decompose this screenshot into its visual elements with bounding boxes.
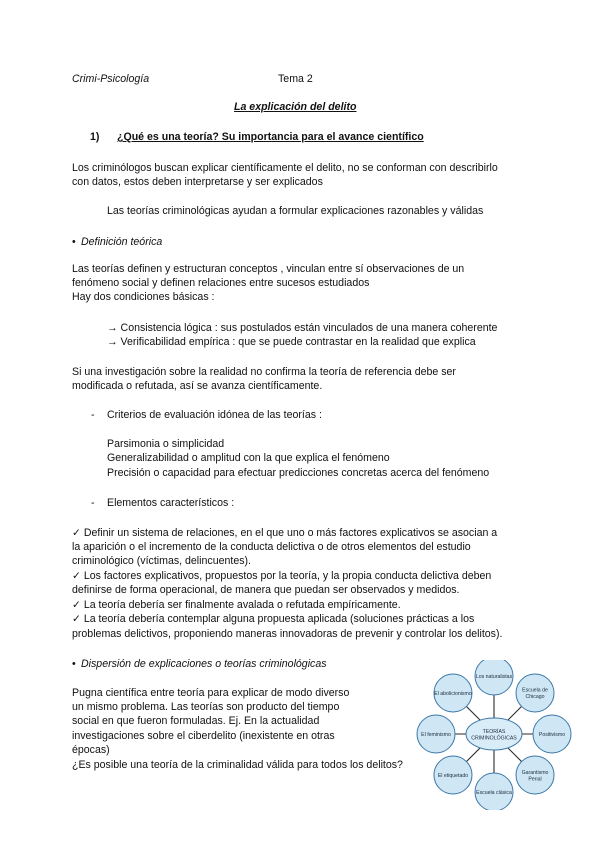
theories-diagram	[408, 660, 580, 810]
paragraph-line: Las teorías definen y estructuran conceptos , vinculan entre sí observaciones de un	[72, 263, 465, 275]
condition-item: → Verificabilidad empírica : que se puede contrastar en la realidad que explica	[107, 336, 476, 348]
section-heading: ¿Qué es una teoría? Su importancia para el avance científico	[117, 131, 424, 143]
element-line: ✓ La teoría debería ser finalmente avalada o refutada empíricamente.	[72, 599, 401, 611]
diagram-node-label: El abolicionismo	[434, 690, 472, 697]
diagram-center-label: CRIMINOLÓGICAS	[471, 735, 517, 742]
paragraph-line: un mismo problema. Las teorías son producto del tiempo	[72, 701, 340, 713]
elements-label: Elementos característicos :	[107, 497, 235, 509]
diagram-node-label: El etiquetado	[437, 773, 469, 780]
paragraph-line: ¿Es posible una teoría de la criminalidad válida para todos los delitos?	[72, 759, 403, 771]
paragraph-line: investigaciones sobre el ciberdelito (inexistente en otras	[72, 730, 335, 742]
page-title: La explicación del delito	[234, 101, 357, 113]
section-number: 1)	[90, 131, 100, 143]
element-line: ✓ La teoría debería contemplar alguna propuesta aplicada (soluciones prácticas a los	[72, 613, 475, 625]
dash-marker: -	[91, 497, 95, 509]
element-line: ✓ Los factores explicativos, propuestos por la teoría, y la propia conducta delictiva deben	[72, 570, 492, 582]
element-line: la aparición o el incremento de la conducta delictiva o de otros elementos del estudio	[72, 541, 471, 553]
criteria-label: Criterios de evaluación idónea de las teorías :	[107, 409, 322, 421]
header-subject: Crimi-Psicología	[72, 73, 150, 85]
diagram-node-label: Garantismo	[521, 769, 549, 776]
diagram-node-label: Penal	[528, 776, 542, 783]
dispersion-heading: Dispersión de explicaciones o teorías criminológicas	[81, 658, 327, 670]
definition-heading: Definición teórica	[81, 236, 163, 248]
diagram-center-label: TEORÍAS	[482, 729, 506, 735]
paragraph-line: fenómeno social y definen relaciones entre sucesos estudiados	[72, 277, 370, 289]
criteria-item: Generalizabilidad o amplitud con la que explica el fenómeno	[107, 452, 390, 464]
paragraph-line: Los criminólogos buscan explicar científicamente el delito, no se conforman con describirlo	[72, 162, 498, 174]
paragraph-line: Si una investigación sobre la realidad no confirma la teoría de referencia debe ser	[72, 366, 456, 378]
diagram-node-label: El feminismo	[421, 732, 451, 738]
paragraph-line: Pugna científica entre teoría para explicar de modo diverso	[72, 687, 350, 699]
diagram-node-label: Chicago	[525, 694, 545, 701]
paragraph-line: épocas)	[72, 744, 110, 756]
paragraph-line: Hay dos condiciones básicas :	[72, 291, 215, 303]
element-line: definirse de forma operacional, de manera que puedan ser observados y medidos.	[72, 584, 460, 596]
paragraph-line: social en que fueron formuladas. Ej. En la actualidad	[72, 715, 320, 727]
diagram-node-label: Positivismo	[538, 732, 566, 738]
intro-note: Las teorías criminológicas ayudan a formular explicaciones razonables y válidas	[107, 205, 484, 217]
diagram-node-label: Escuela clásica	[476, 790, 512, 796]
diagram-node-label: Los naturalistas	[475, 674, 513, 680]
element-line: problemas delictivos, proponiendo maneras innovadoras de prevenir y controlar los delitos).	[72, 628, 503, 640]
bullet-dot: •	[72, 236, 76, 248]
criteria-item: Precisión o capacidad para efectuar predicciones concretas acerca del fenómeno	[107, 467, 490, 479]
paragraph-line: con datos, estos deben interpretarse y ser explicados	[72, 176, 323, 188]
dash-marker: -	[91, 409, 95, 421]
bullet-dot: •	[72, 658, 76, 670]
criteria-item: Parsimonia o simplicidad	[107, 438, 225, 450]
element-line: ✓ Definir un sistema de relaciones, en el que uno o más factores explicativos se asocian a	[72, 527, 498, 539]
diagram-node-label: Escuela de	[522, 687, 548, 694]
paragraph-line: modificada o refutada, así se avanza científicamente.	[72, 380, 323, 392]
header-tema: Tema 2	[278, 73, 313, 85]
element-line: criminológico (víctimas, delincuentes).	[72, 555, 251, 567]
condition-item: → Consistencia lógica : sus postulados están vinculados de una manera coherente	[107, 322, 498, 334]
